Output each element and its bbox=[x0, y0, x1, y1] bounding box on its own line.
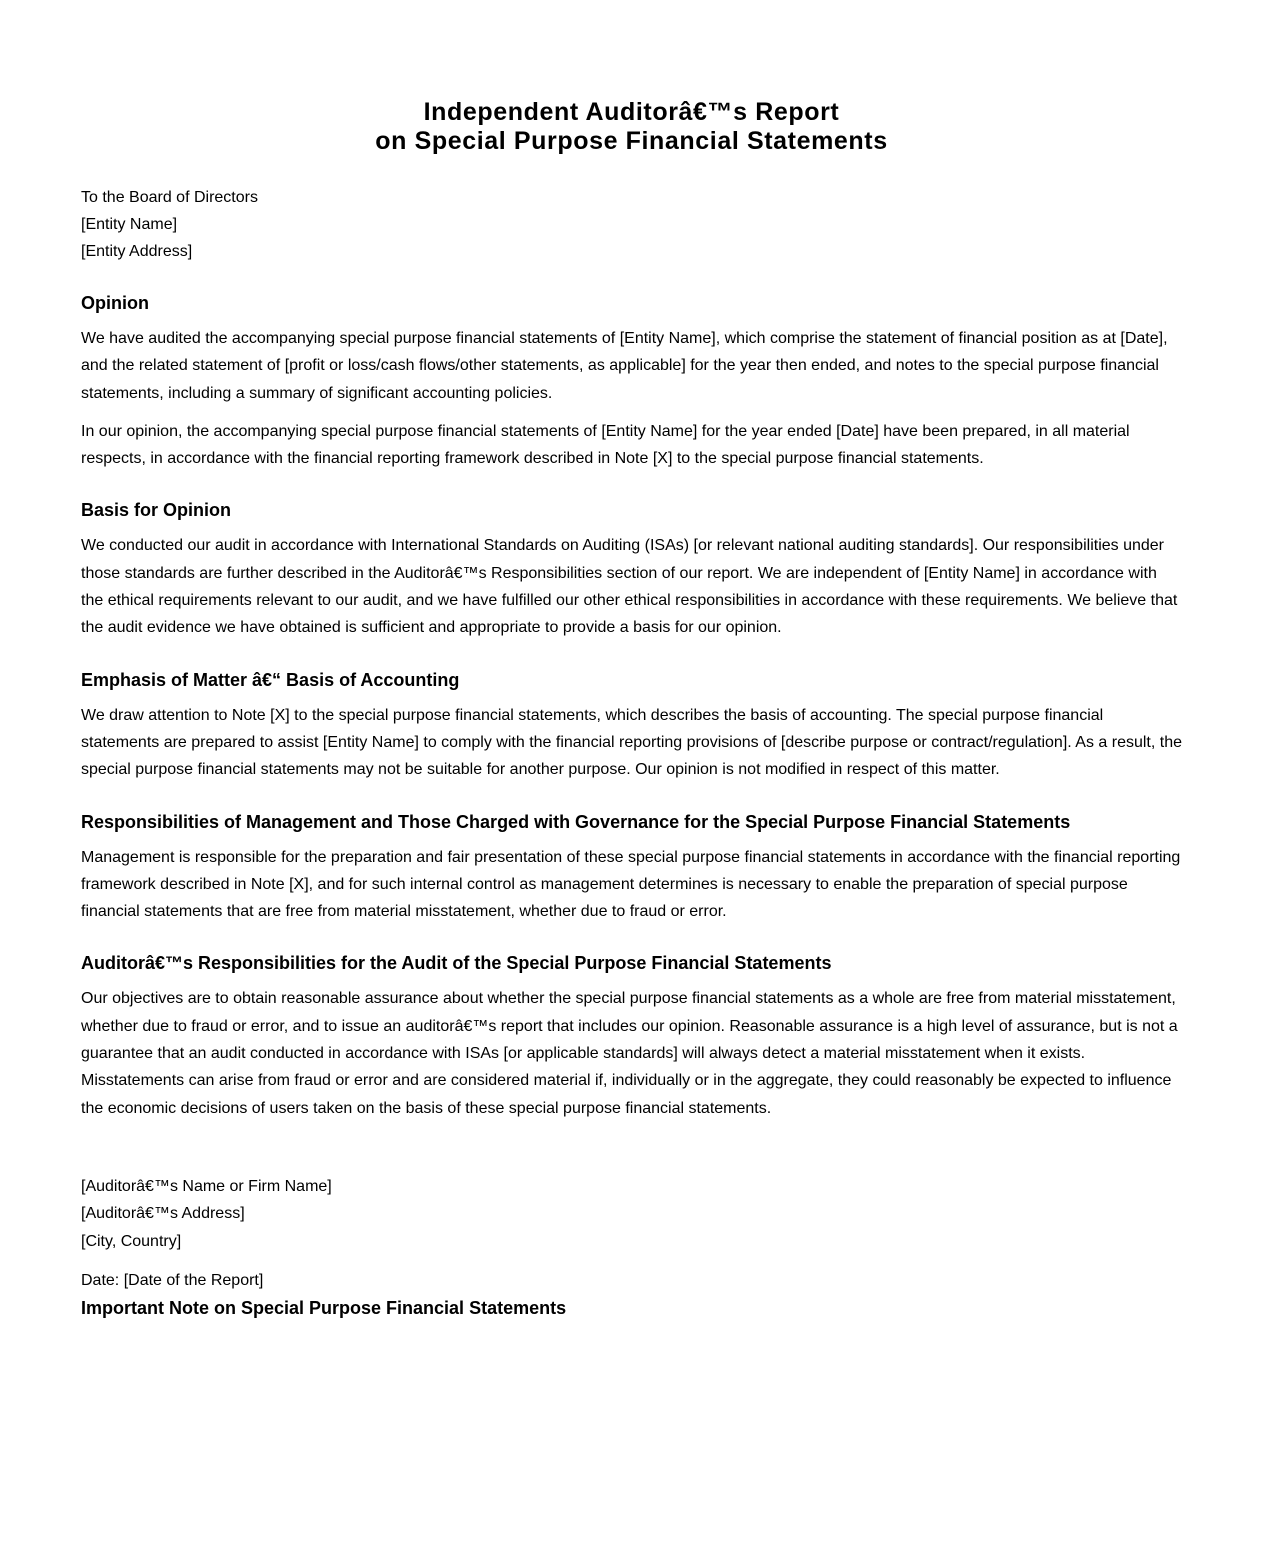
management-paragraph: Management is responsible for the preparation and fair presentation of these special purpose financial statements in accordance with the financial reporting framework described in Note [X], and for such internal control as management determines is necessary to enable the preparation of special purpose financial statements that are free from material misstatement, whether due to fraud or error. bbox=[81, 848, 1181, 921]
report-date: Date: [Date of the Report] bbox=[81, 1271, 264, 1289]
opinion-paragraph-2: In our opinion, the accompanying special purpose financial statements of [Entity Name] for the year ended [Date] have been prepared, in all material respects, in accordance with the financial reporting framework described in Note [X] to the special purpose financial statements. bbox=[81, 422, 1130, 468]
emphasis-heading: Emphasis of Matter â€“ Basis of Accounting bbox=[81, 669, 460, 690]
cutoff-heading: Important Note on Special Purpose Financial Statements bbox=[81, 1298, 567, 1318]
auditor-paragraph: Our objectives are to obtain reasonable assurance about whether the special purpose financial statements as a whole are free from material misstatement, whether due to fraud or error, and to issue an auditorâ€™s report that includes our opinion. Reasonable assurance is a high level of assurance, but is not a guarantee that an audit conducted in accordance with ISAs [or applicable standards] will always detect a material misstatement when it exists. Misstatements can arise from fraud or error and are considered material if, individually or in the aggregate, they could reasonably be expected to influence the economic decisions of users taken on the basis of these special purpose financial statements. bbox=[81, 990, 1178, 1117]
addressee-block bbox=[81, 184, 1182, 265]
entity-address-line: [Entity Address] bbox=[81, 243, 193, 260]
basis-heading: Basis for Opinion bbox=[81, 500, 232, 521]
city-country-line: [City, Country] bbox=[81, 1232, 182, 1250]
opinion-section bbox=[81, 292, 1182, 472]
report-title-line-1: Independent Auditorâ€™s Report bbox=[423, 98, 840, 126]
report-page bbox=[81, 0, 1182, 1318]
auditor-address-line: [Auditorâ€™s Address] bbox=[81, 1205, 245, 1223]
auditor-name-line: [Auditorâ€™s Name or Firm Name] bbox=[81, 1177, 332, 1195]
opinion-heading: Opinion bbox=[81, 293, 149, 313]
management-section bbox=[81, 811, 1182, 926]
basis-paragraph: We conducted our audit in accordance with International Standards on Auditing (ISAs) [or relevant national auditing standards]. Our responsibilities under those standards are further described in the Auditorâ€™s Responsibilities section of our report. We are independent of [Entity Name] in accordance with the ethical requirements relevant to our audit, and we have fulfilled our other ethical responsibilities in accordance with these requirements. We believe that the audit evidence we have obtained is sufficient and appropriate to provide a basis for our opinion. bbox=[81, 537, 1178, 637]
report-title bbox=[81, 98, 1182, 156]
entity-name-line: [Entity Name] bbox=[81, 216, 178, 233]
addressee-line: To the Board of Directors bbox=[81, 189, 258, 206]
signature-block bbox=[81, 1173, 1182, 1255]
basis-section bbox=[81, 499, 1182, 641]
emphasis-paragraph: We draw attention to Note [X] to the special purpose financial statements, which describes the basis of accounting. The special purpose financial statements are prepared to assist [Entity Name] to comply with the financial reporting provisions of [describe purpose or contract/regulation]. As a result, the special purpose financial statements may not be suitable for another purpose. Our opinion is not modified in respect of this matter. bbox=[81, 706, 1182, 779]
management-heading: Responsibilities of Management and Those Charged with Governance for the Special Purpose Financial Statements bbox=[81, 811, 1071, 832]
opinion-paragraph-1: We have audited the accompanying special purpose financial statements of [Entity Name], which comprise the statement of financial position as at [Date], and the related statement of [profit or loss/cash flows/other statements, as applicable] for the year then ended, and notes to the special purpose financial statements, including a summary of significant accounting policies. bbox=[81, 330, 1168, 402]
auditor-section bbox=[81, 952, 1182, 1121]
auditor-heading: Auditorâ€™s Responsibilities for the Audit of the Special Purpose Financial Statements bbox=[81, 953, 832, 974]
report-title-line-2: on Special Purpose Financial Statements bbox=[375, 127, 888, 155]
cutoff-heading-clip bbox=[81, 1297, 781, 1318]
emphasis-section bbox=[81, 669, 1182, 784]
